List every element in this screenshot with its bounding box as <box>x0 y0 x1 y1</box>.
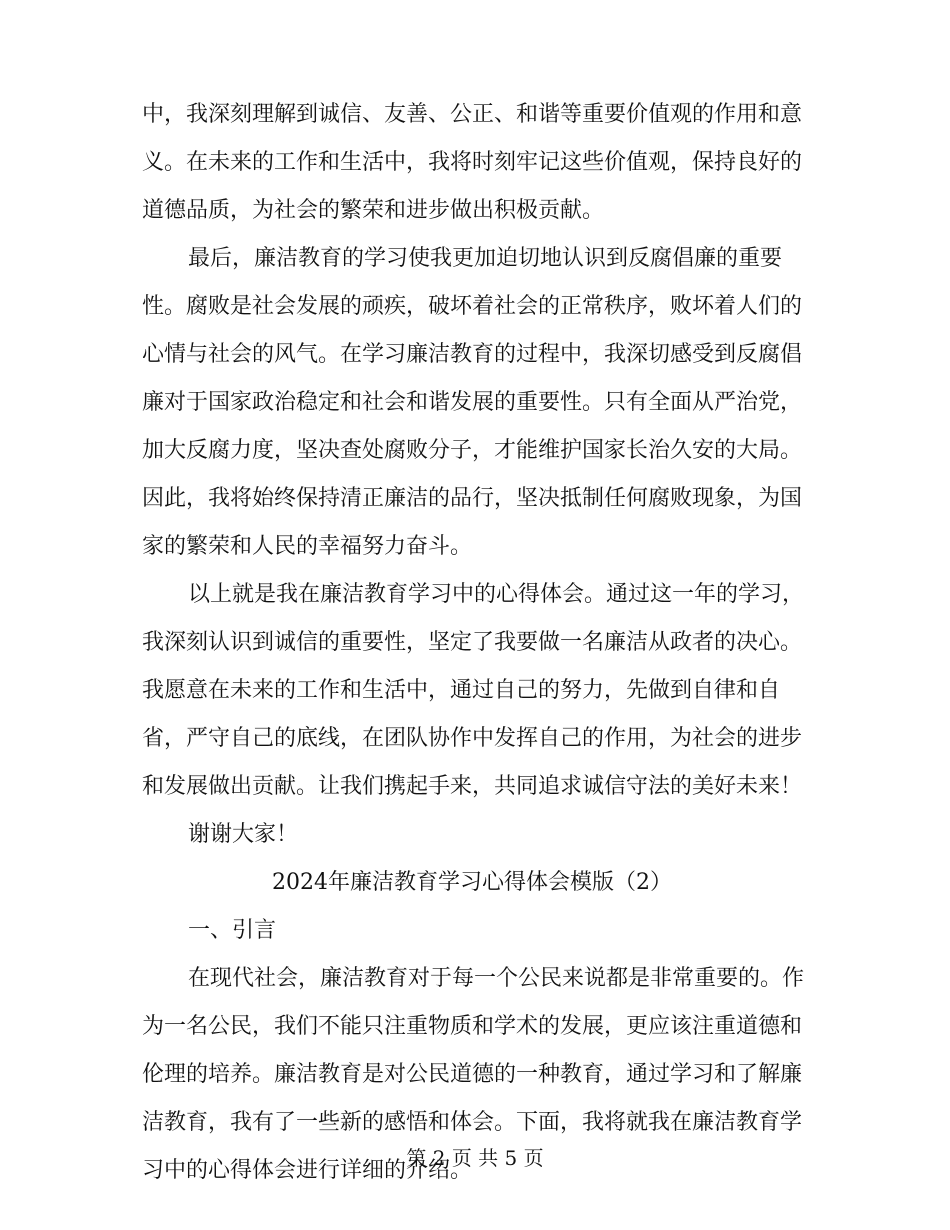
page-footer: 第 2 页 共 5 页 <box>406 1146 544 1170</box>
paragraph-line: 廉对于国家政治稳定和社会和谐发展的重要性。只有全面从严治党， <box>142 390 803 415</box>
paragraph-line: 中，我深刻理解到诚信、友善、公正、和谐等重要价值观的作用和意 <box>142 102 803 127</box>
paragraph-line: 洁教育，我有了一些新的感悟和体会。下面，我将就我在廉洁教育学 <box>142 1110 803 1135</box>
section-title: 2024年廉洁教育学习心得体会模版（2） <box>272 870 672 895</box>
subheading: 一、引言 <box>188 918 277 943</box>
paragraph-line: 伦理的培养。廉洁教育是对公民道德的一种教育，通过学习和了解廉 <box>142 1062 803 1087</box>
paragraph-line: 以上就是我在廉洁教育学习中的心得体会。通过这一年的学习， <box>188 582 805 607</box>
paragraph-line: 道德品质，为社会的繁荣和进步做出积极贡献。 <box>142 198 605 223</box>
paragraph-line: 最后，廉洁教育的学习使我更加迫切地认识到反腐倡廉的重要 <box>188 246 783 271</box>
paragraph-line: 省，严守自己的底线，在团队协作中发挥自己的作用，为社会的进步 <box>142 726 803 751</box>
paragraph-line: 我愿意在未来的工作和生活中，通过自己的努力，先做到自律和自 <box>142 678 781 703</box>
paragraph-line: 习中的心得体会进行详细的介绍。 <box>142 1158 473 1183</box>
paragraph-line: 我深刻认识到诚信的重要性，坚定了我要做一名廉洁从政者的决心。 <box>142 630 803 655</box>
paragraph-line: 性。腐败是社会发展的顽疾，破坏着社会的正常秩序，败坏着人们的 <box>142 294 803 319</box>
paragraph-line: 加大反腐力度，坚决查处腐败分子，才能维护国家长治久安的大局。 <box>142 438 803 463</box>
paragraph-line: 义。在未来的工作和生活中，我将时刻牢记这些价值观，保持良好的 <box>142 150 803 175</box>
paragraph-line: 和发展做出贡献。让我们携起手来，共同追求诚信守法的美好未来！ <box>142 774 803 799</box>
paragraph-line: 心情与社会的风气。在学习廉洁教育的过程中，我深切感受到反腐倡 <box>142 342 803 367</box>
paragraph-line: 为一名公民，我们不能只注重物质和学术的发展，更应该注重道德和 <box>142 1014 803 1039</box>
paragraph-line: 因此，我将始终保持清正廉洁的品行，坚决抵制任何腐败现象，为国 <box>142 486 803 511</box>
paragraph-line: 家的繁荣和人民的幸福努力奋斗。 <box>142 534 473 559</box>
closing-line: 谢谢大家！ <box>188 822 299 847</box>
paragraph-line: 在现代社会，廉洁教育对于每一个公民来说都是非常重要的。作 <box>188 966 805 991</box>
